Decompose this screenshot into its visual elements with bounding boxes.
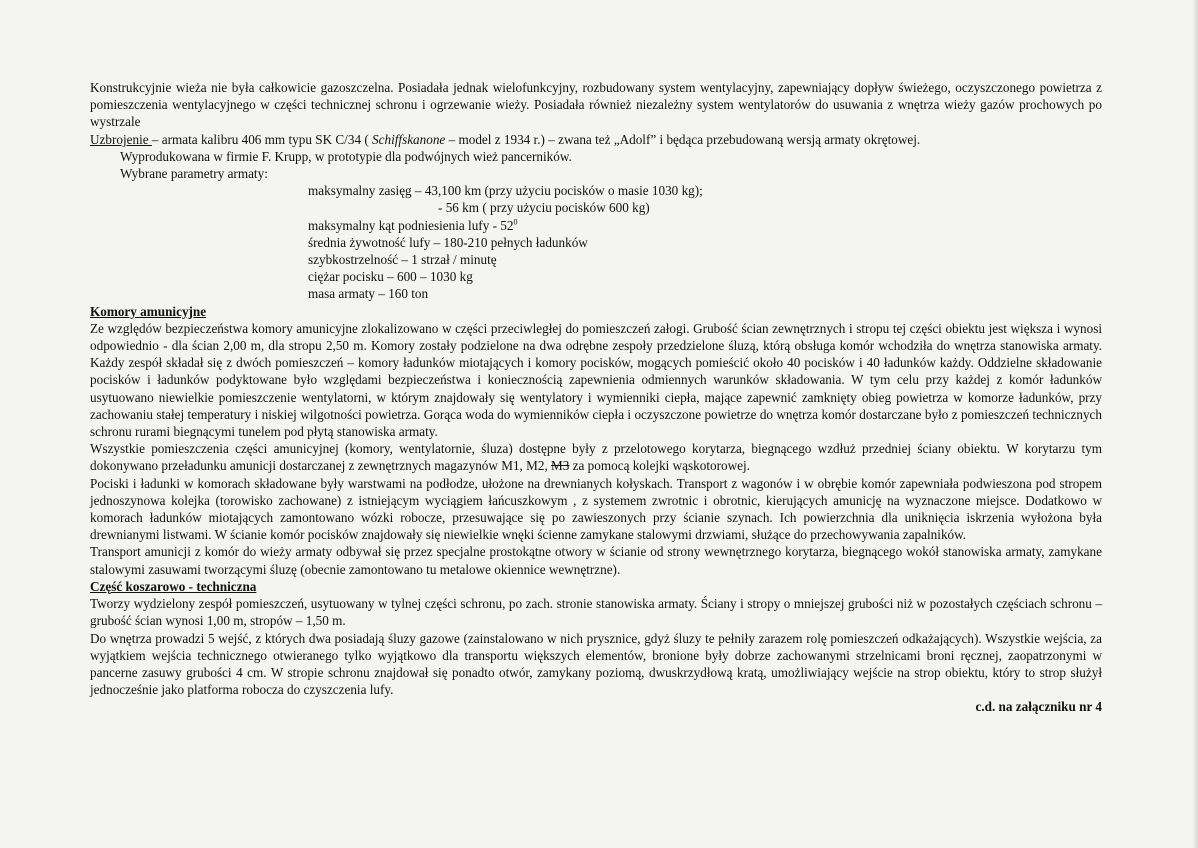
params-list: [90, 182, 1102, 302]
param-barrel-life: średnia żywotność lufy – 180-210 pełnych ładunków: [308, 234, 588, 250]
armament-manufacturer: Wyprodukowana w firmie F. Krupp, w prototypie dla podwójnych wież pancerników.: [120, 148, 572, 164]
param-rate-of-fire: szybkostrzelność – 1 strzał / minutę: [308, 252, 497, 268]
scan-edge-shadow: [1192, 0, 1198, 848]
intro-paragraph: Konstrukcyjnie wieża nie była całkowicie gazoszczelna. Posiadała jednak wielofunkcyjny, rozbudowany system wentylacyjny, zapewniający dopływ świeżego, oczyszczonego powietrza z pomieszczenia wentylacyjnego w części technicznej schronu i ogrzewanie wieży. Posiadała również niezależny system wentylatorów do usuwania z wnętrza wieży gazów prochowych po wystrzale: [90, 80, 1102, 130]
barracks-paragraph-2: Do wnętrza prowadzi 5 wejść, z których dwa posiadają śluzy gazowe (zainstalowano w nich prysznice, gdyż śluzy te pełniły zarazem rolę pomieszczeń odkażających). Wszystkie wejścia, za wyjątkiem wejścia technicznego otwieranego tylko wyjątkowo dla transportu większych elementów, bronione były dobrze zachowanymi strzelnicami broni ręcznej, zaopatrzonymi w pancerne zasuwy grubości 4 cm. W stropie schronu znajdował się ponadto otwór, zamykany poziomą, dwuskrzydłową kratą, umożliwiający wejście na strop obiektu, który to strop służył jednocześnie jako platforma robocza do czyszczenia lufy.: [90, 630, 1102, 698]
ammunition-p2-b: za pomocą kolejki wąskotorowej.: [569, 458, 750, 474]
armament-text-b: – model z 1934 r.) – zwana też „Adolf” i będąca przebudowaną wersją armaty okrętowej.: [445, 131, 921, 147]
struck-text: M3: [551, 458, 570, 474]
section-heading-ammunition: Komory amunicyjne: [90, 303, 207, 319]
ammunition-p2-a: Wszystkie pomieszczenia części amunicyjnej (komory, wentylatornie, śluza) dostępne były z przelotowego korytarza, biegnącego wzdłuż przedniej ściany obiektu. W korytarzu tym dokonywano przeładunku amunicji dostarczanej z zewnętrznych magazynów M1, M2,: [90, 441, 1102, 474]
param-elevation: [308, 217, 1102, 234]
ammunition-paragraph-4: Transport amunicji z komór do wieży armaty odbywał się przez specjalne prostokątne otwory w ścianie od strony wewnętrznego korytarza, biegnącego wokół stanowiska armaty, zamykane stalowymi zasuwami tworzącymi śluzę (obecnie zamontowano tu metalowe okiennice wewnętrzne).: [90, 544, 1102, 577]
param-elevation-text: maksymalny kąt podniesienia lufy - 52: [308, 217, 514, 233]
param-range-alt: - 56 km ( przy użyciu pocisków 600 kg): [438, 200, 650, 216]
param-shell-weight: ciężar pocisku – 600 – 1030 kg: [308, 269, 473, 285]
ammunition-paragraph-2: [90, 440, 1102, 474]
param-gun-mass: masa armaty – 160 ton: [308, 286, 429, 302]
degree-mark: 0: [513, 217, 518, 227]
continuation-note: c.d. na załączniku nr 4: [975, 699, 1102, 715]
armament-italic: Schiffskanone: [372, 131, 446, 147]
section-heading-barracks: Część koszarowo - techniczna: [90, 578, 257, 594]
ammunition-paragraph-3: Pociski i ładunki w komorach składowane były warstwami na podłodze, ułożone na drewnianych kołyskach. Transport z wagonów i w obrębie komór zapewniała podwieszona pod stropem jednoszynowa kolejka (torowisko zachowane) z istniejącym wyciągiem łańcuszkowym , z systemem zwrotnic i obrotnic, kierujących amunicję na wyznaczone miejsce. Dodatkowo w komorach ładunków miotających zamontowano wózki robocze, przesuwające się po zawieszonych przy ścianie szynach. Ich powierzchnia dla uniknięcia iskrzenia wyłożona była drewnianymi listwami. W ścianie komór pocisków znajdowały się niewielkie wnęki ścienne zamykane stalowymi drzwiami, służące do przechowywania zapalników.: [90, 475, 1102, 543]
armament-label: Uzbrojenie: [90, 131, 152, 147]
armament-text-a: – armata kalibru 406 mm typu SK C/34 (: [151, 131, 373, 147]
params-title: Wybrane parametry armaty:: [120, 166, 268, 182]
param-range: maksymalny zasięg – 43,100 km (przy użyciu pocisków o masie 1030 kg);: [308, 183, 703, 199]
barracks-paragraph-1: Tworzy wydzielony zespół pomieszczeń, usytuowany w tylnej części schronu, po zach. stronie stanowiska armaty. Ściany i stropy o mniejszej grubości niż w pozostałych częściach schronu – grubość ścian wynosi 1,00 m, stropów – 1,50 m.: [90, 596, 1102, 629]
ammunition-paragraph-1: Ze względów bezpieczeństwa komory amunicyjne zlokalizowano w części przeciwległej do pomieszczeń załogi. Grubość ścian zewnętrznych i stropu tej części obiektu jest większa i wynosi odpowiednio - dla ścian 2,00 m, dla stropu 2,50 m. Komory zostały podzielone na dwa odrębne zespoły przedzielone śluzą, którą obsługa komór wchodziła do wnętrza stanowiska armaty. Każdy zespół składał się z dwóch pomieszczeń – komory ładunków miotających i komory pocisków, mogących pomieścić około 40 pocisków i 40 ładunków każdy. Oddzielne składowanie pocisków i ładunków podyktowane było względami bezpieczeństwa i koniecznością zapewnienia odmiennych warunków składowania. W tym celu przy każdej z komór ładunków usytuowano niewielkie pomieszczenie wentylatorni, w którym znajdowały się wentylatory i wymienniki ciepła, mające zapewnić zamknięty obieg powietrza w komorze ładunków, przy zachowaniu stałej temperatury i niskiej wilgotności powietrza. Gorąca woda do wymienników ciepła i oczyszczone powietrze do wnętrza komór dostarczane było z pomieszczeń technicznych schronu rurami biegnącymi tunelem pod płytą stanowiska armaty.: [90, 320, 1102, 440]
armament-line: [90, 131, 1102, 148]
document-page: [90, 79, 1102, 716]
